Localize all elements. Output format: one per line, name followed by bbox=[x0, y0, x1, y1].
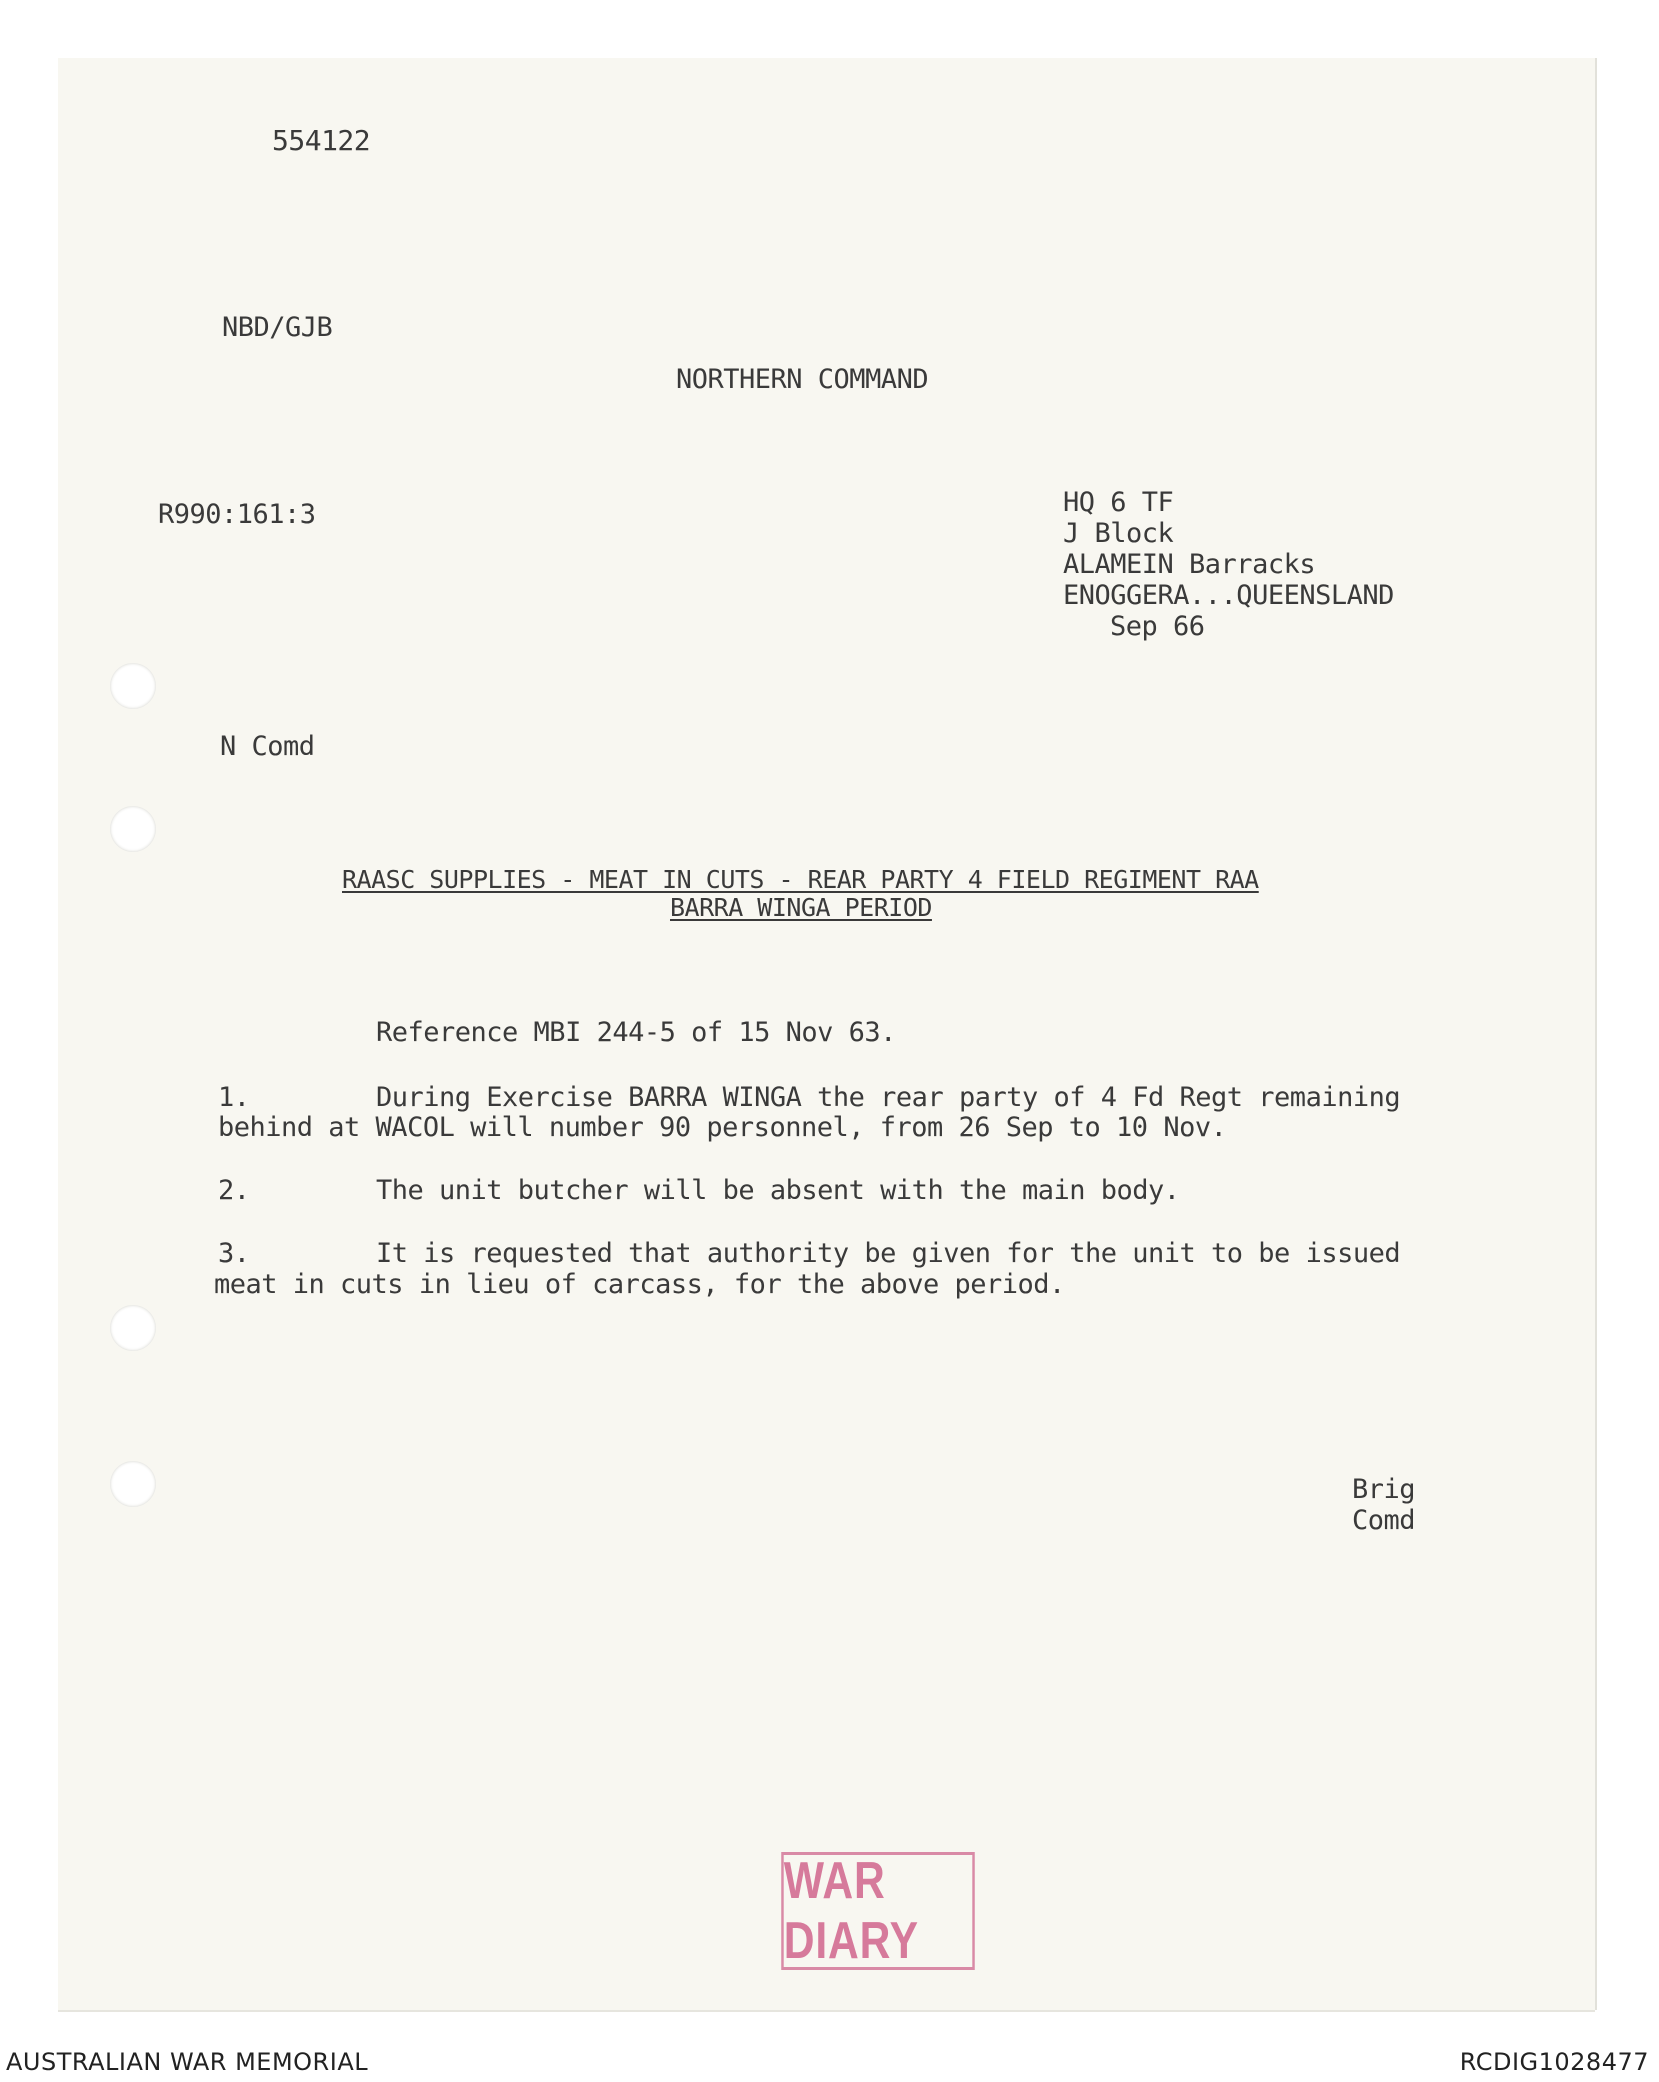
subject-line: BARRA WINGA PERIOD bbox=[670, 893, 932, 922]
address-line: ENOGGERA...QUEENSLAND bbox=[1063, 580, 1394, 611]
paragraph-text: behind at WACOL will number 90 personnel, from 26 Sep to 10 Nov. bbox=[218, 1112, 1227, 1143]
signature-title: Comd bbox=[1352, 1505, 1416, 1536]
paragraph-number: 3. bbox=[218, 1238, 250, 1269]
address-line: J Block bbox=[1063, 518, 1174, 549]
command-heading: NORTHERN COMMAND bbox=[676, 364, 929, 395]
paragraph-text: During Exercise BARRA WINGA the rear party of 4 Fd Regt remaining bbox=[376, 1082, 1401, 1113]
initials: NBD/GJB bbox=[222, 312, 333, 343]
punch-hole bbox=[110, 1305, 156, 1351]
reference-line: Reference MBI 244-5 of 15 Nov 63. bbox=[376, 1017, 896, 1048]
punch-hole bbox=[110, 806, 156, 852]
subject-line: RAASC SUPPLIES - MEAT IN CUTS - REAR PARTY 4 FIELD REGIMENT RAA bbox=[342, 865, 1259, 894]
date-line: Sep 66 bbox=[1110, 611, 1205, 642]
war-diary-stamp: WAR DIARY bbox=[781, 1852, 975, 1970]
paragraph-number: 1. bbox=[218, 1082, 250, 1113]
address-line: HQ 6 TF bbox=[1063, 487, 1174, 518]
footer-right: RCDIG1028477 bbox=[1459, 2048, 1649, 2076]
recipient: N Comd bbox=[220, 731, 315, 762]
footer-left: AUSTRALIAN WAR MEMORIAL bbox=[6, 2048, 369, 2076]
file-number: 554122 bbox=[272, 124, 371, 157]
paragraph-text: meat in cuts in lieu of carcass, for the above period. bbox=[214, 1269, 1065, 1300]
paragraph-text: It is requested that authority be given for the unit to be issued bbox=[376, 1238, 1401, 1269]
paragraph-text: The unit butcher will be absent with the main body. bbox=[376, 1175, 1180, 1206]
signature-rank: Brig bbox=[1352, 1474, 1416, 1505]
punch-hole bbox=[110, 1461, 156, 1507]
paragraph-number: 2. bbox=[218, 1175, 250, 1206]
reference-code: R990:161:3 bbox=[158, 499, 316, 530]
punch-hole bbox=[110, 663, 156, 709]
address-line: ALAMEIN Barracks bbox=[1063, 549, 1316, 580]
